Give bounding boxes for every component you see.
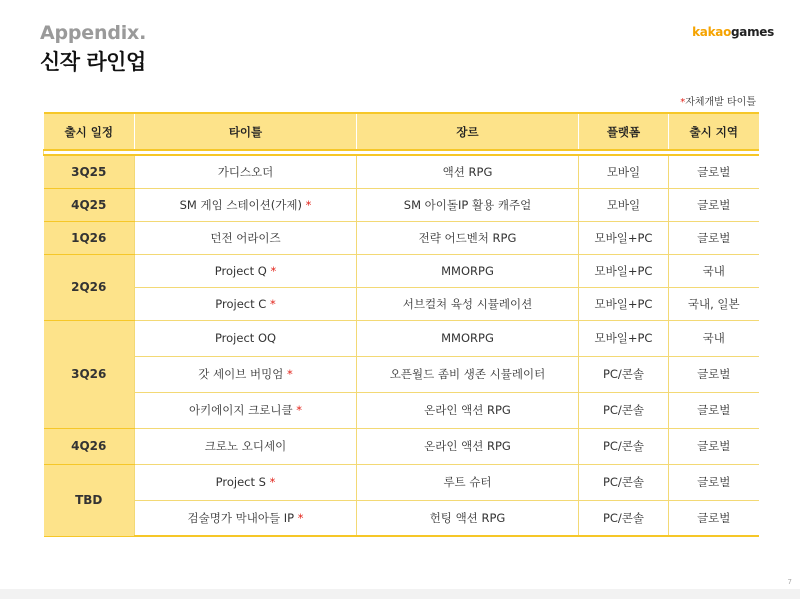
header-release-schedule: 출시 일정 xyxy=(44,113,135,150)
in-house-star: * xyxy=(305,197,312,212)
header-genre: 장르 xyxy=(357,113,579,150)
title-cell xyxy=(135,428,357,464)
region-cell: 글로벌 xyxy=(669,356,759,392)
title-text: Project OQ xyxy=(214,331,277,345)
title-text: Project Q xyxy=(214,263,267,278)
region-cell: 국내, 일본 xyxy=(669,287,759,320)
genre-cell: SM 아이돌IP 활용 캐주얼 xyxy=(357,188,579,221)
bottom-band xyxy=(0,589,800,599)
table-row xyxy=(44,428,759,464)
quarter-cell: 3Q26 xyxy=(44,320,135,428)
platform-cell: PC/콘솔 xyxy=(579,464,669,500)
in-house-star: * xyxy=(270,263,277,278)
genre-cell: 오픈월드 좀비 생존 시뮬레이터 xyxy=(357,356,579,392)
table-header-row xyxy=(44,113,759,150)
in-house-star: * xyxy=(269,475,276,489)
header-title: 타이틀 xyxy=(135,113,357,150)
table-row xyxy=(44,320,759,356)
title-text: 갓 세이브 버밍엄 xyxy=(198,367,284,381)
header-platform: 플랫폼 xyxy=(579,113,669,150)
title-text: SM 게임 스테이션(가제) xyxy=(179,197,302,212)
genre-cell: MMORPG xyxy=(357,254,579,287)
title-cell xyxy=(135,320,357,356)
region-cell: 글로벌 xyxy=(669,155,759,188)
genre-cell: 온라인 액션 RPG xyxy=(357,392,579,428)
table-row xyxy=(44,254,759,287)
header-region: 출시 지역 xyxy=(669,113,759,150)
table-row xyxy=(44,221,759,254)
title-cell xyxy=(135,188,357,221)
platform-cell: PC/콘솔 xyxy=(579,392,669,428)
genre-cell: 액션 RPG xyxy=(357,155,579,188)
genre-cell: 루트 슈터 xyxy=(357,464,579,500)
genre-cell: MMORPG xyxy=(357,320,579,356)
platform-cell: PC/콘솔 xyxy=(579,356,669,392)
platform-cell: 모바일+PC xyxy=(579,287,669,320)
platform-cell: 모바일+PC xyxy=(579,254,669,287)
genre-cell: 서브컬쳐 육성 시뮬레이션 xyxy=(357,287,579,320)
page-number: 7 xyxy=(787,578,792,586)
platform-cell: 모바일+PC xyxy=(579,221,669,254)
region-cell: 국내 xyxy=(669,254,759,287)
table-row xyxy=(44,464,759,500)
platform-cell: 모바일 xyxy=(579,188,669,221)
logo-kakao-text: kakao xyxy=(692,25,732,39)
title-text: Project C xyxy=(215,296,267,311)
region-cell: 글로벌 xyxy=(669,221,759,254)
title-text: 크로노 오디세이 xyxy=(204,439,287,453)
table-row xyxy=(44,500,759,536)
quarter-cell: 4Q26 xyxy=(44,428,135,464)
table-row xyxy=(44,287,759,320)
kakaogames-logo xyxy=(692,25,774,39)
title-cell xyxy=(135,287,357,320)
title-cell xyxy=(135,500,357,536)
title-cell xyxy=(135,464,357,500)
platform-cell: PC/콘솔 xyxy=(579,428,669,464)
table-row xyxy=(44,188,759,221)
platform-cell: 모바일 xyxy=(579,155,669,188)
title-text: 검술명가 막내아들 IP xyxy=(187,510,295,525)
in-house-star: * xyxy=(296,403,303,417)
in-house-star: * xyxy=(269,296,276,311)
legend-star: * xyxy=(680,97,686,108)
legend-text: 자체개발 타이틀 xyxy=(685,97,756,108)
table-row xyxy=(44,356,759,392)
title-text: 가디스오더 xyxy=(217,164,274,179)
region-cell: 글로벌 xyxy=(669,392,759,428)
title-cell xyxy=(135,392,357,428)
genre-cell: 헌팅 액션 RPG xyxy=(357,500,579,536)
region-cell: 글로벌 xyxy=(669,500,759,536)
quarter-cell: 1Q26 xyxy=(44,221,135,254)
region-cell: 국내 xyxy=(669,320,759,356)
appendix-label: Appendix. xyxy=(40,22,147,44)
region-cell: 글로벌 xyxy=(669,188,759,221)
in-house-star: * xyxy=(297,510,304,525)
platform-cell: PC/콘솔 xyxy=(579,500,669,536)
region-cell: 글로벌 xyxy=(669,428,759,464)
genre-cell: 전략 어드벤처 RPG xyxy=(357,221,579,254)
title-cell xyxy=(135,155,357,188)
title-cell xyxy=(135,221,357,254)
title-text: 던전 어라이즈 xyxy=(210,230,281,245)
quarter-cell: 2Q26 xyxy=(44,254,135,320)
title-cell xyxy=(135,356,357,392)
page-title: 신작 라인업 xyxy=(40,50,146,74)
legend-note xyxy=(680,93,756,108)
genre-cell: 온라인 액션 RPG xyxy=(357,428,579,464)
quarter-cell: 3Q25 xyxy=(44,155,135,188)
title-text: Project S xyxy=(215,475,266,489)
logo-games-text: games xyxy=(731,25,774,39)
platform-cell: 모바일+PC xyxy=(579,320,669,356)
lineup-table xyxy=(43,112,759,537)
region-cell: 글로벌 xyxy=(669,464,759,500)
title-cell xyxy=(135,254,357,287)
quarter-cell: 4Q25 xyxy=(44,188,135,221)
table-row xyxy=(44,392,759,428)
table-row xyxy=(44,155,759,188)
quarter-cell: TBD xyxy=(44,464,135,536)
in-house-star: * xyxy=(286,367,293,381)
title-text: 아키에이지 크로니클 xyxy=(188,403,293,417)
